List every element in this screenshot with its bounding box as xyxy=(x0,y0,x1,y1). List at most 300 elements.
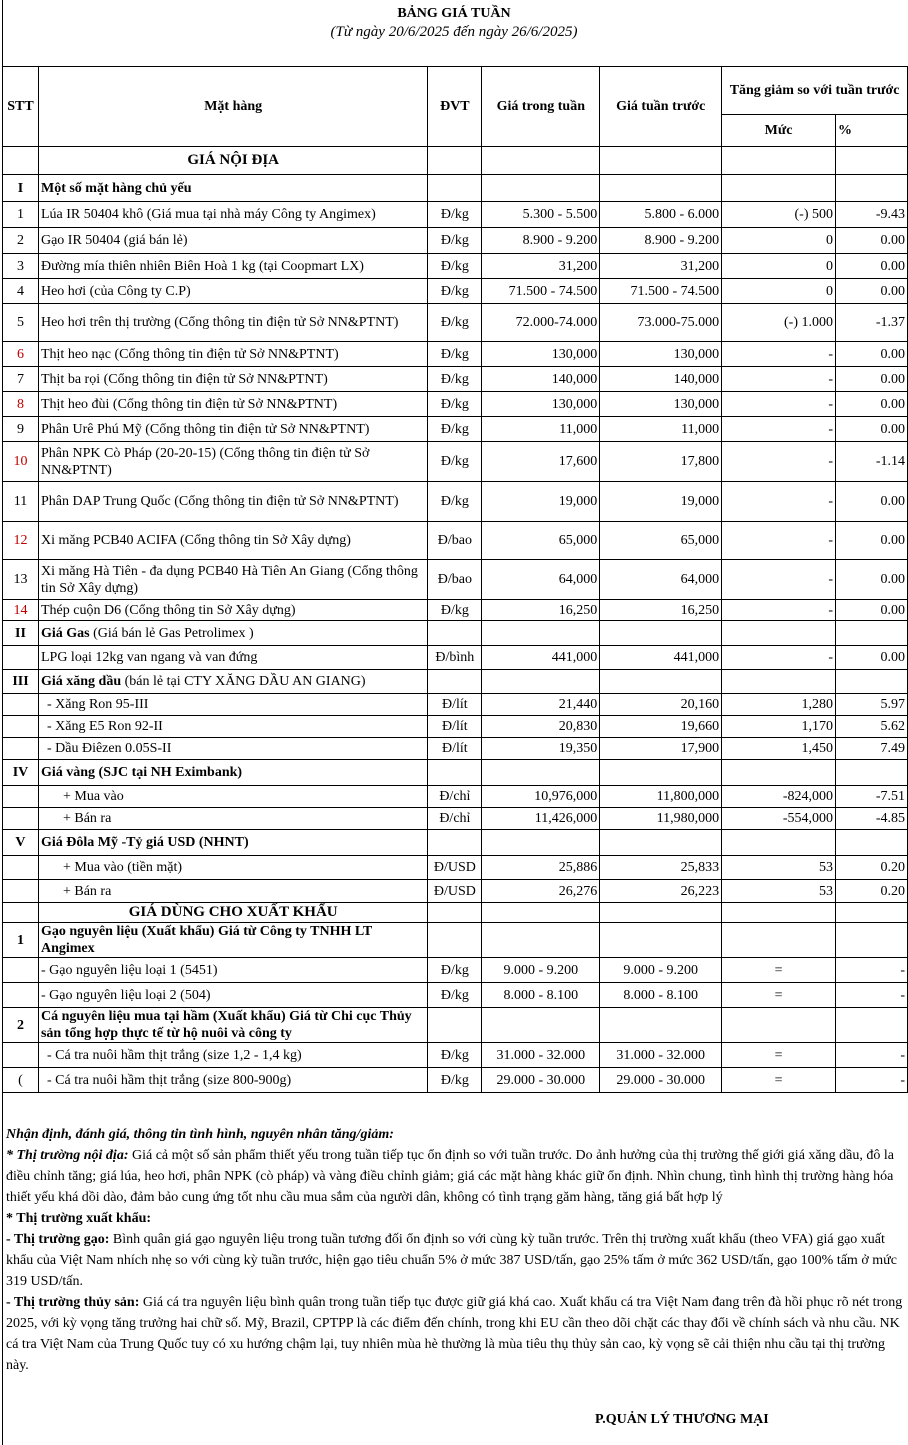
row-change-level: - xyxy=(722,417,836,442)
row-item-name: - Gạo nguyên liệu loại 1 (5451) xyxy=(38,958,427,983)
table-row xyxy=(3,417,908,442)
row-item-name: + Bán ra xyxy=(38,808,427,830)
row-change-pct: - xyxy=(836,958,908,983)
row-price-week: 130,000 xyxy=(482,342,600,367)
group-label-cell xyxy=(38,1008,427,1043)
table-row xyxy=(3,1043,908,1068)
empty-cell xyxy=(3,694,39,716)
table-row xyxy=(3,694,908,716)
row-change-level: 1,170 xyxy=(722,716,836,738)
row-stt: 2 xyxy=(3,228,39,254)
empty-cell xyxy=(722,830,836,856)
empty-cell xyxy=(600,1008,722,1043)
group-number: III xyxy=(3,670,39,694)
row-price-prev: 25,833 xyxy=(600,856,722,880)
row-unit: Đ/kg xyxy=(428,417,482,442)
row-unit: Đ/kg xyxy=(428,304,482,342)
row-stt: 1 xyxy=(3,202,39,228)
empty-cell xyxy=(3,738,39,760)
table-row xyxy=(3,716,908,738)
table-row xyxy=(3,522,908,560)
empty-cell xyxy=(836,760,908,786)
empty-cell xyxy=(482,1008,600,1043)
group-number: 2 xyxy=(3,1008,39,1043)
row-price-prev: 19,660 xyxy=(600,716,722,738)
row-price-prev: 65,000 xyxy=(600,522,722,560)
row-price-prev: 17,900 xyxy=(600,738,722,760)
row-price-week: 5.300 - 5.500 xyxy=(482,202,600,228)
row-item-name: Thép cuộn D6 (Cổng thông tin Sở Xây dựng) xyxy=(38,600,427,621)
group-label-cell xyxy=(38,175,427,202)
row-unit: Đ/kg xyxy=(428,279,482,304)
row-item-name: + Mua vào (tiền mặt) xyxy=(38,856,427,880)
row-price-prev: 31.000 - 32.000 xyxy=(600,1043,722,1068)
row-change-level: = xyxy=(722,958,836,983)
row-price-week: 19,350 xyxy=(482,738,600,760)
row-item-name: - Xăng E5 Ron 92-II xyxy=(38,716,427,738)
empty-cell xyxy=(836,175,908,202)
row-unit: Đ/kg xyxy=(428,228,482,254)
row-item-name: Xi măng Hà Tiên - đa dụng PCB40 Hà Tiên An Giang (Cổng thông tin Sở Xây dựng) xyxy=(38,560,427,600)
row-change-level: - xyxy=(722,522,836,560)
row-change-level: - xyxy=(722,482,836,522)
notes-rice xyxy=(6,1229,904,1292)
row-unit: Đ/bình xyxy=(428,646,482,670)
row-change-level: 0 xyxy=(722,254,836,279)
page-subtitle: (Từ ngày 20/6/2025 đến ngày 26/6/2025) xyxy=(330,24,578,40)
row-price-week: 72.000-74.000 xyxy=(482,304,600,342)
row-price-prev: 140,000 xyxy=(600,367,722,392)
row-stt: 7 xyxy=(3,367,39,392)
row-change-level: - xyxy=(722,367,836,392)
row-price-week: 8.900 - 9.200 xyxy=(482,228,600,254)
row-item-name: Gạo IR 50404 (giá bán lẻ) xyxy=(38,228,427,254)
signature: P.QUẢN LÝ THƯƠNG MẠI xyxy=(595,1412,769,1427)
row-item-name: - Cá tra nuôi hầm thịt trắng (size 800-900g) xyxy=(38,1068,427,1093)
row-change-level: - xyxy=(722,392,836,417)
empty-cell xyxy=(3,147,39,175)
empty-cell xyxy=(482,760,600,786)
table-row xyxy=(3,808,908,830)
row-unit: Đ/chỉ xyxy=(428,808,482,830)
row-price-week: 64,000 xyxy=(482,560,600,600)
row-unit: Đ/lít xyxy=(428,738,482,760)
row-unit: Đ/kg xyxy=(428,202,482,228)
row-price-week: 140,000 xyxy=(482,367,600,392)
row-stt: 11 xyxy=(3,482,39,522)
row-stt: 12 xyxy=(3,522,39,560)
row-change-pct: 5.97 xyxy=(836,694,908,716)
row-stt: 10 xyxy=(3,442,39,482)
row-item-name: - Gạo nguyên liệu loại 2 (504) xyxy=(38,983,427,1008)
row-unit: Đ/kg xyxy=(428,392,482,417)
group-label: Giá Đôla Mỹ -Tỷ giá USD (NHNT) xyxy=(40,835,249,850)
row-change-level: (-) 500 xyxy=(722,202,836,228)
row-change-level: 53 xyxy=(722,856,836,880)
empty-cell xyxy=(482,903,600,923)
row-change-level: 0 xyxy=(722,228,836,254)
empty-cell xyxy=(482,670,600,694)
row-stt: 3 xyxy=(3,254,39,279)
row-price-prev: 130,000 xyxy=(600,392,722,417)
group-label: Giá Gas xyxy=(40,625,90,641)
row-change-pct: 0.00 xyxy=(836,646,908,670)
row-stt: 4 xyxy=(3,279,39,304)
empty-cell xyxy=(3,716,39,738)
table-row xyxy=(3,367,908,392)
header-pct: % xyxy=(836,115,908,147)
row-change-pct: 0.00 xyxy=(836,560,908,600)
row-item-name: - Xăng Ron 95-III xyxy=(38,694,427,716)
row-item-name: Lúa IR 50404 khô (Giá mua tại nhà máy Công ty Angimex) xyxy=(38,202,427,228)
row-unit: Đ/USD xyxy=(428,856,482,880)
group-label-note: (Giá bán lẻ Gas Petrolimex ) xyxy=(89,625,254,641)
empty-cell xyxy=(482,830,600,856)
empty-cell xyxy=(3,880,39,903)
domestic-heading: GIÁ NỘI ĐỊA xyxy=(38,147,427,175)
empty-cell xyxy=(722,670,836,694)
row-change-pct: -7.51 xyxy=(836,786,908,808)
row-item-name: Đường mía thiên nhiên Biên Hoà 1 kg (tại Coopmart LX) xyxy=(38,254,427,279)
row-price-week: 9.000 - 9.200 xyxy=(482,958,600,983)
group-label: Gạo nguyên liệu (Xuất khẩu) Giá từ Công ty TNHH LT Angimex xyxy=(40,924,372,956)
row-price-prev: 441,000 xyxy=(600,646,722,670)
table-row xyxy=(3,254,908,279)
row-unit: Đ/kg xyxy=(428,983,482,1008)
table-row xyxy=(3,646,908,670)
row-change-pct: 0.00 xyxy=(836,254,908,279)
row-change-level: = xyxy=(722,1043,836,1068)
row-price-week: 65,000 xyxy=(482,522,600,560)
notes-heading: Nhận định, đánh giá, thông tin tình hình, nguyên nhân tăng/giảm: xyxy=(6,1127,394,1142)
notes-section xyxy=(6,1124,904,1376)
empty-cell xyxy=(722,760,836,786)
group-label: Một số mặt hàng chủ yếu xyxy=(40,180,192,196)
header-change: Tăng giảm so với tuần trước xyxy=(722,67,908,115)
empty-cell xyxy=(482,621,600,646)
row-price-week: 31,200 xyxy=(482,254,600,279)
empty-cell xyxy=(836,903,908,923)
row-price-prev: 9.000 - 9.200 xyxy=(600,958,722,983)
row-price-week: 130,000 xyxy=(482,392,600,417)
row-price-prev: 8.900 - 9.200 xyxy=(600,228,722,254)
row-unit: Đ/bao xyxy=(428,522,482,560)
group-label: Cá nguyên liệu mua tại hầm (Xuất khẩu) Giá từ Chi cục Thủy sản tổng hợp thực tế từ hộ nuôi và công ty xyxy=(40,1009,412,1041)
group-label: Giá xăng dầu xyxy=(40,674,122,689)
row-item-name: Thịt ba rọi (Cổng thông tin điện tử Sở NN&PTNT) xyxy=(38,367,427,392)
row-stt xyxy=(3,1043,39,1068)
row-change-pct: 0.00 xyxy=(836,228,908,254)
empty-cell xyxy=(482,175,600,202)
row-price-prev: 11,800,000 xyxy=(600,786,722,808)
table-row xyxy=(3,342,908,367)
row-change-pct: 0.00 xyxy=(836,600,908,621)
row-unit: Đ/lít xyxy=(428,716,482,738)
row-change-pct: - xyxy=(836,983,908,1008)
table-row xyxy=(3,228,908,254)
row-unit: Đ/chỉ xyxy=(428,786,482,808)
row-item-name: Phân DAP Trung Quốc (Cổng thông tin điện tử Sở NN&PTNT) xyxy=(38,482,427,522)
empty-cell xyxy=(722,621,836,646)
row-unit: Đ/lít xyxy=(428,694,482,716)
row-item-name: Thịt heo đùi (Cổng thông tin điện tử Sở NN&PTNT) xyxy=(38,392,427,417)
row-change-level: 1,450 xyxy=(722,738,836,760)
header-unit: ĐVT xyxy=(428,67,482,147)
notes-seafood-label: - Thị trường thủy sản: xyxy=(6,1295,140,1310)
row-change-pct: 0.20 xyxy=(836,880,908,903)
group-number: I xyxy=(3,175,39,202)
row-unit: Đ/bao xyxy=(428,560,482,600)
row-change-pct: 7.49 xyxy=(836,738,908,760)
row-price-week: 71.500 - 74.500 xyxy=(482,279,600,304)
row-price-week: 21,440 xyxy=(482,694,600,716)
row-change-pct: -1.37 xyxy=(836,304,908,342)
row-change-pct: - xyxy=(836,1043,908,1068)
row-item-name: LPG loại 12kg van ngang và van đứng xyxy=(38,646,427,670)
table-row xyxy=(3,786,908,808)
empty-cell xyxy=(836,621,908,646)
row-price-week: 26,276 xyxy=(482,880,600,903)
notes-domestic-text: Giá cả một số sản phẩm thiết yếu trong tuần tiếp tục ổn định so với tuần trước. Do ảnh hưởng của thị trường thế giới giá xăng dầu, đô la điều chỉnh tăng; giá lúa, heo hơi, phân NPK (cò pháp) và vàng điều chỉnh giảm; giá các mặt hàng khác giữ ổn định. Nhìn chung, tình hình thị trường hàng hóa thiết yếu khá dồi dào, đảm bảo cung ứng tốt nhu cầu mua sắm của người dân, không có tình trạng găm hàng, tăng giá bất hợp lý xyxy=(6,1148,894,1205)
row-stt: ( xyxy=(3,1068,39,1093)
row-change-pct: 0.00 xyxy=(836,482,908,522)
empty-cell xyxy=(428,760,482,786)
empty-cell xyxy=(836,830,908,856)
empty-cell xyxy=(428,175,482,202)
empty-cell xyxy=(428,923,482,958)
empty-cell xyxy=(600,903,722,923)
table-row xyxy=(3,856,908,880)
empty-cell xyxy=(428,147,482,175)
row-price-prev: 29.000 - 30.000 xyxy=(600,1068,722,1093)
header-stt: STT xyxy=(3,67,39,147)
empty-cell xyxy=(722,903,836,923)
row-unit: Đ/kg xyxy=(428,1068,482,1093)
row-change-level: -824,000 xyxy=(722,786,836,808)
row-change-level: - xyxy=(722,342,836,367)
row-change-level: = xyxy=(722,1068,836,1093)
group-row xyxy=(3,923,908,958)
row-change-level: 53 xyxy=(722,880,836,903)
row-change-pct: 0.00 xyxy=(836,342,908,367)
row-price-week: 16,250 xyxy=(482,600,600,621)
empty-cell xyxy=(482,923,600,958)
row-price-week: 11,426,000 xyxy=(482,808,600,830)
row-stt: 14 xyxy=(3,600,39,621)
row-price-prev: 73.000-75.000 xyxy=(600,304,722,342)
row-item-name: Phân Urê Phú Mỹ (Cổng thông tin điện tử Sở NN&PTNT) xyxy=(38,417,427,442)
empty-cell xyxy=(600,147,722,175)
row-change-pct: -4.85 xyxy=(836,808,908,830)
row-item-name: - Dầu Điêzen 0.05S-II xyxy=(38,738,427,760)
row-change-pct: 5.62 xyxy=(836,716,908,738)
table-row xyxy=(3,442,908,482)
page-title: BẢNG GIÁ TUẦN xyxy=(397,6,511,21)
group-number: 1 xyxy=(3,923,39,958)
row-price-prev: 130,000 xyxy=(600,342,722,367)
row-price-prev: 16,250 xyxy=(600,600,722,621)
row-change-pct: -9.43 xyxy=(836,202,908,228)
row-unit: Đ/kg xyxy=(428,600,482,621)
empty-cell xyxy=(428,670,482,694)
group-label-cell xyxy=(38,760,427,786)
empty-cell xyxy=(836,147,908,175)
header-item: Mặt hàng xyxy=(38,67,427,147)
row-stt: 5 xyxy=(3,304,39,342)
row-change-pct: - xyxy=(836,1068,908,1093)
row-unit: Đ/kg xyxy=(428,958,482,983)
notes-export-label: * Thị trường xuất khẩu: xyxy=(6,1211,152,1226)
row-price-prev: 64,000 xyxy=(600,560,722,600)
row-price-prev: 26,223 xyxy=(600,880,722,903)
row-stt: 13 xyxy=(3,560,39,600)
table-row xyxy=(3,880,908,903)
row-change-level: (-) 1.000 xyxy=(722,304,836,342)
section-row xyxy=(3,147,908,175)
empty-cell xyxy=(722,923,836,958)
row-change-pct: 0.00 xyxy=(836,392,908,417)
row-change-pct: 0.00 xyxy=(836,522,908,560)
row-price-prev: 11,980,000 xyxy=(600,808,722,830)
row-price-week: 441,000 xyxy=(482,646,600,670)
row-stt: 9 xyxy=(3,417,39,442)
empty-cell xyxy=(600,621,722,646)
table-row xyxy=(3,560,908,600)
group-row xyxy=(3,830,908,856)
row-stt: 8 xyxy=(3,392,39,417)
table-row xyxy=(3,482,908,522)
row-unit: Đ/kg xyxy=(428,1043,482,1068)
row-change-level: -554,000 xyxy=(722,808,836,830)
notes-rice-label: - Thị trường gạo: xyxy=(6,1232,110,1247)
row-item-name: + Bán ra xyxy=(38,880,427,903)
empty-cell xyxy=(3,856,39,880)
table-row xyxy=(3,738,908,760)
row-price-week: 31.000 - 32.000 xyxy=(482,1043,600,1068)
row-change-pct: 0.00 xyxy=(836,367,908,392)
empty-cell xyxy=(836,1008,908,1043)
group-row xyxy=(3,670,908,694)
empty-cell xyxy=(3,903,39,923)
row-price-week: 10,976,000 xyxy=(482,786,600,808)
notes-domestic-label: * Thị trường nội địa: xyxy=(6,1148,129,1163)
row-change-pct: 0.20 xyxy=(836,856,908,880)
table-row xyxy=(3,202,908,228)
group-row xyxy=(3,1008,908,1043)
empty-cell xyxy=(722,175,836,202)
notes-seafood-text: Giá cá tra nguyên liệu bình quân trong tuần tiếp tục được giữ giá khá cao. Xuất khẩu cá tra Việt Nam đang trên đà hồi phục rõ nét trong 2025, với kỳ vọng tăng trưởng hai chữ số. Mỹ, Brazil, CPTPP là các điểm đến chính, trong khi EU cần theo dõi chặt các thay đổi về chính sách và nhu cầu. NK cá tra Việt Nam của Trung Quốc tuy có xu hướng chậm lại, tuy nhiên mùa hè thường là mùa tiêu thụ thủy sản cao, kỳ vọng sẽ cải thiện nhu cầu tại thị trường này. xyxy=(6,1295,903,1373)
row-price-prev: 19,000 xyxy=(600,482,722,522)
row-price-prev: 20,160 xyxy=(600,694,722,716)
empty-cell xyxy=(3,646,39,670)
row-price-week: 8.000 - 8.100 xyxy=(482,983,600,1008)
table-row xyxy=(3,304,908,342)
row-change-level: - xyxy=(722,600,836,621)
table-row xyxy=(3,600,908,621)
row-change-level: = xyxy=(722,983,836,1008)
table-row xyxy=(3,1068,908,1093)
empty-cell xyxy=(428,621,482,646)
row-change-level: 1,280 xyxy=(722,694,836,716)
group-label-cell xyxy=(38,923,427,958)
group-label-note: (bán lẻ tại CTY XĂNG DẦU AN GIANG) xyxy=(121,674,366,689)
empty-cell xyxy=(3,983,39,1008)
row-unit: Đ/kg xyxy=(428,442,482,482)
row-price-week: 29.000 - 30.000 xyxy=(482,1068,600,1093)
header-level: Mức xyxy=(722,115,836,147)
empty-cell xyxy=(428,903,482,923)
group-row xyxy=(3,621,908,646)
row-unit: Đ/kg xyxy=(428,254,482,279)
row-unit: Đ/kg xyxy=(428,342,482,367)
row-change-level: - xyxy=(722,442,836,482)
empty-cell xyxy=(722,1008,836,1043)
header-price-week: Giá trong tuần xyxy=(482,67,600,147)
notes-domestic xyxy=(6,1145,904,1208)
table-row xyxy=(3,392,908,417)
empty-cell xyxy=(428,1008,482,1043)
empty-cell xyxy=(722,147,836,175)
empty-cell xyxy=(600,670,722,694)
empty-cell xyxy=(600,175,722,202)
empty-cell xyxy=(600,923,722,958)
table-row xyxy=(3,983,908,1008)
row-price-week: 17,600 xyxy=(482,442,600,482)
row-change-pct: -1.14 xyxy=(836,442,908,482)
row-price-prev: 5.800 - 6.000 xyxy=(600,202,722,228)
group-label-cell xyxy=(38,621,427,646)
row-price-prev: 8.000 - 8.100 xyxy=(600,983,722,1008)
group-number: IV xyxy=(3,760,39,786)
row-change-level: 0 xyxy=(722,279,836,304)
empty-cell xyxy=(3,786,39,808)
row-price-prev: 17,800 xyxy=(600,442,722,482)
row-change-level: - xyxy=(722,560,836,600)
row-change-pct: 0.00 xyxy=(836,279,908,304)
row-item-name: Thịt heo nạc (Cổng thông tin điện tử Sở NN&PTNT) xyxy=(38,342,427,367)
row-change-pct: 0.00 xyxy=(836,417,908,442)
group-label: Giá vàng (SJC tại NH Eximbank) xyxy=(40,765,243,780)
row-unit: Đ/kg xyxy=(428,482,482,522)
price-table xyxy=(2,66,908,1093)
empty-cell xyxy=(3,958,39,983)
row-unit: Đ/kg xyxy=(428,367,482,392)
notes-rice-text: Bình quân giá gạo nguyên liệu trong tuần tương đối ổn định so với cùng kỳ tuần trước. Trên thị trường xuất khẩu (theo VFA) giá gạo xuất khẩu của Việt Nam nhích nhẹ so với cùng kỳ tuần trước, hiện gạo tiêu chuẩn 5% ở mức 387 USD/tấn, gạo 25% tấm ở mức 362 USD/tấn, gạo 100% tấm ở mức 319 USD/tấn. xyxy=(6,1232,897,1289)
row-price-week: 19,000 xyxy=(482,482,600,522)
empty-cell xyxy=(600,760,722,786)
group-number: II xyxy=(3,621,39,646)
empty-cell xyxy=(428,830,482,856)
row-item-name: Phân NPK Cò Pháp (20-20-15) (Cổng thông tin điện tử Sở NN&PTNT) xyxy=(38,442,427,482)
table-row xyxy=(3,958,908,983)
row-price-week: 25,886 xyxy=(482,856,600,880)
row-item-name: Heo hơi (của Công ty C.P) xyxy=(38,279,427,304)
row-item-name: Heo hơi trên thị trường (Cổng thông tin điện tử Sở NN&PTNT) xyxy=(38,304,427,342)
export-heading: GIÁ DÙNG CHO XUẤT KHẨU xyxy=(38,903,427,923)
table-row xyxy=(3,279,908,304)
row-price-prev: 11,000 xyxy=(600,417,722,442)
row-item-name: + Mua vào xyxy=(38,786,427,808)
row-price-week: 20,830 xyxy=(482,716,600,738)
row-item-name: Xi măng PCB40 ACIFA (Cổng thông tin Sở Xây dựng) xyxy=(38,522,427,560)
row-price-prev: 71.500 - 74.500 xyxy=(600,279,722,304)
row-change-level: - xyxy=(722,646,836,670)
row-unit: Đ/USD xyxy=(428,880,482,903)
empty-cell xyxy=(836,670,908,694)
section-row xyxy=(3,903,908,923)
header-price-prev: Giá tuần trước xyxy=(600,67,722,147)
empty-cell xyxy=(3,808,39,830)
